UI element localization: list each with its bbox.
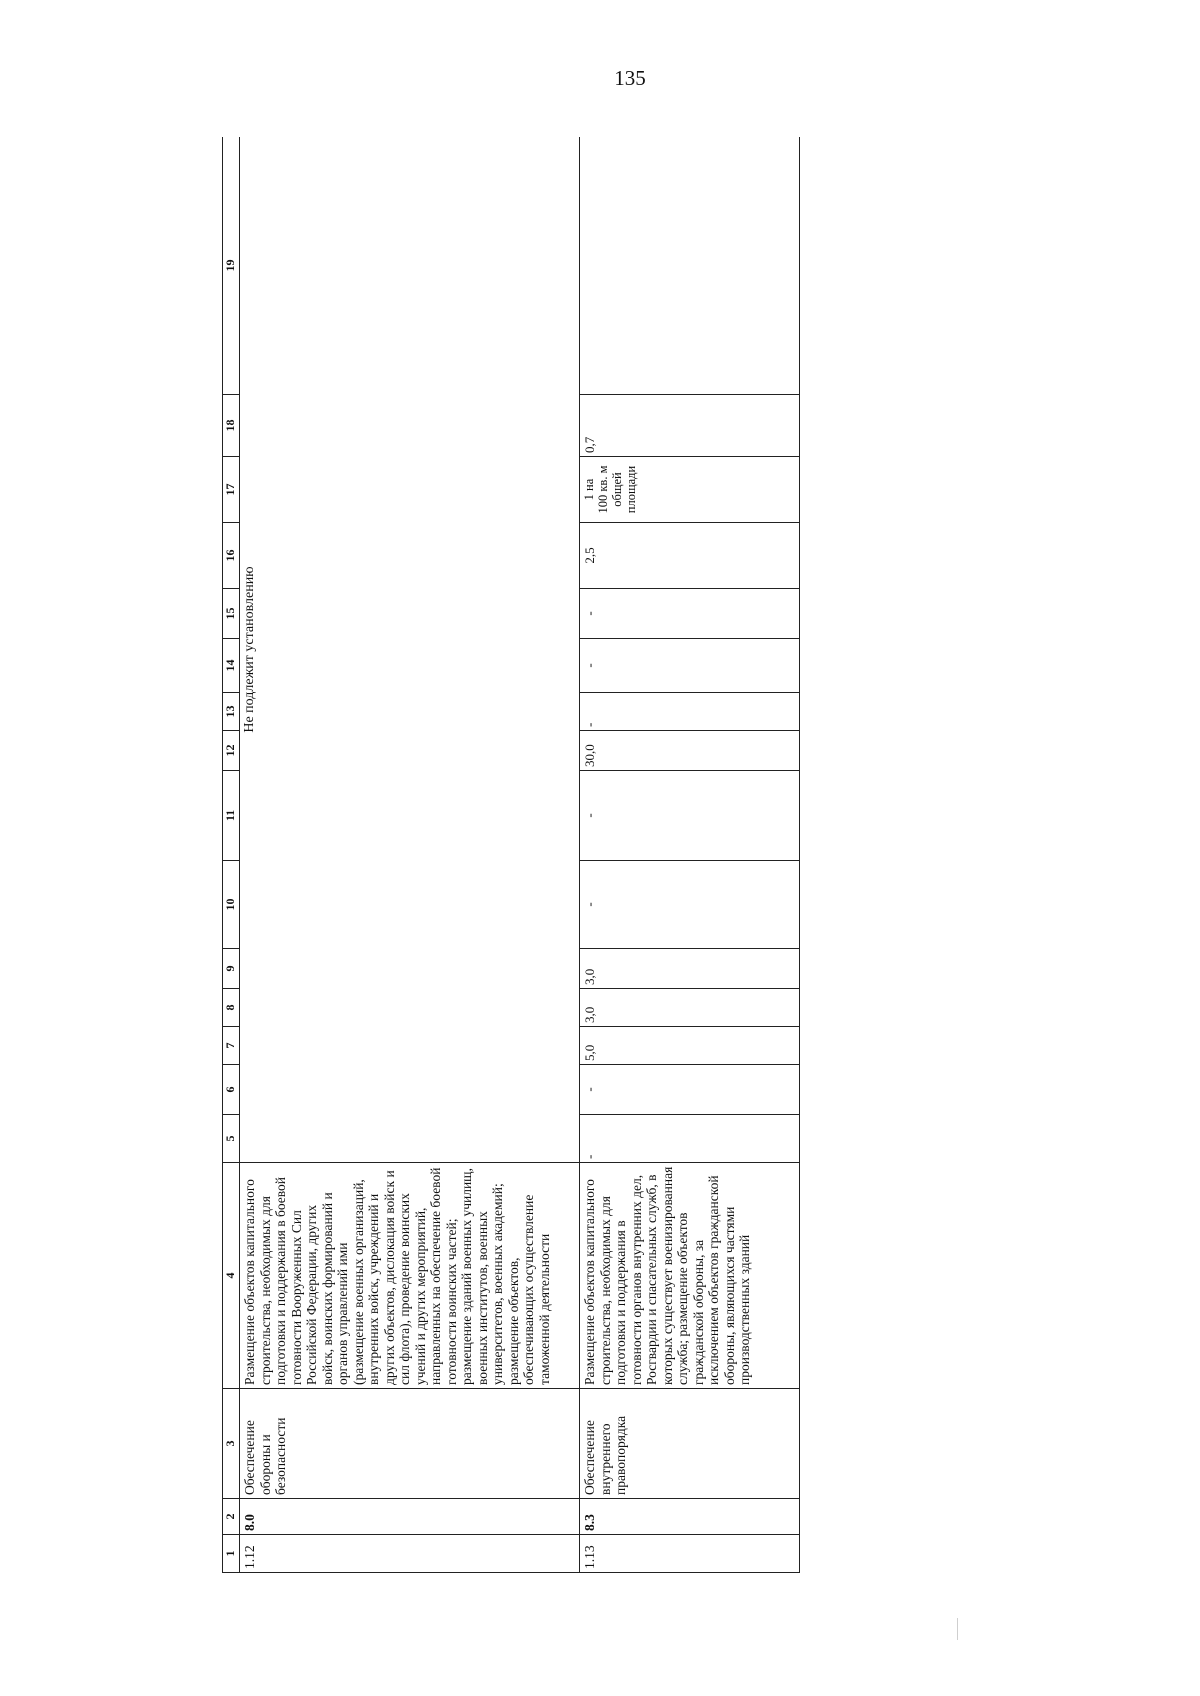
row-description: Размещение объектов капитального строительства, необходимых для подготовки и поддержания в готовности органов внутренних дел, Росгвардии и спасательных служб, в которых существует военизированная служба; размещение объектов гражданской обороны, за исключением объектов гражданской обороны, являющихся частями производственных зданий	[580, 1163, 800, 1389]
col-header-12: 12	[223, 731, 240, 771]
col-header-4: 4	[223, 1163, 240, 1389]
col-header-14: 14	[223, 639, 240, 693]
cell-col-11: -	[580, 771, 800, 861]
col-header-5: 5	[223, 1115, 240, 1163]
cell-col-7: 5,0	[580, 1027, 800, 1065]
col-header-17: 17	[223, 457, 240, 523]
row-code: 8.3	[580, 1499, 800, 1535]
row-use-name: Обеспечение обороны и безопасности	[240, 1389, 580, 1499]
cell-col-14: -	[580, 639, 800, 693]
cell-col-5: -	[580, 1115, 800, 1163]
col-header-1: 1	[223, 1535, 240, 1573]
col-header-18: 18	[223, 395, 240, 457]
row-use-name: Обеспечение внутреннего правопорядка	[580, 1389, 800, 1499]
col-header-8: 8	[223, 989, 240, 1027]
cell-col-8: 3,0	[580, 989, 800, 1027]
zoning-table	[222, 137, 800, 1573]
cell-col-18: 0,7	[580, 395, 800, 457]
row-code: 8.0	[240, 1499, 580, 1535]
cell-col-6: -	[580, 1065, 800, 1115]
col-header-13: 13	[223, 693, 240, 731]
header-row	[223, 137, 240, 1573]
cell-col-15: -	[580, 589, 800, 639]
cell-col-16: 2,5	[580, 523, 800, 589]
cell-col-19	[580, 137, 800, 395]
table-container	[222, 137, 800, 1573]
col-header-9: 9	[223, 949, 240, 989]
col-header-6: 6	[223, 1065, 240, 1115]
col-header-11: 11	[223, 771, 240, 861]
col-header-16: 16	[223, 523, 240, 589]
row-number: 1.13	[580, 1535, 800, 1573]
page-number: 135	[614, 66, 646, 90]
cell-col-10: -	[580, 861, 800, 949]
cell-col-17: 1 на 100 кв. м общей площади	[580, 457, 800, 523]
not-applicable-cell: Не подлежит установлению	[240, 137, 580, 1163]
col-header-2: 2	[223, 1499, 240, 1535]
col-header-10: 10	[223, 861, 240, 949]
col-header-19: 19	[223, 137, 240, 395]
row-number: 1.12	[240, 1535, 580, 1573]
row-description: Размещение объектов капитального строительства, необходимых для подготовки и поддержания в боевой готовности Вооруженных Сил Российской Федерации, других войск, воинских формирований и органов управлений ими (размещение военных организаций, внутренних войск, учреждений и других объектов, дислокация войск и сил флота), проведение воинских учений и других мероприятий, направленных на обеспечение боевой готовности воинских частей; размещение зданий военных училищ, военных институтов, военных университетов, военных академий; размещение объектов, обеспечивающих осуществление таможенной деятельности	[240, 1163, 580, 1389]
table-row	[240, 137, 580, 1573]
table-row	[580, 137, 800, 1573]
col-header-15: 15	[223, 589, 240, 639]
cell-col-13: -	[580, 693, 800, 731]
cell-col-12: 30,0	[580, 731, 800, 771]
cell-col-9: 3,0	[580, 949, 800, 989]
scan-mark	[957, 1618, 958, 1640]
col-header-3: 3	[223, 1389, 240, 1499]
col-header-7: 7	[223, 1027, 240, 1065]
